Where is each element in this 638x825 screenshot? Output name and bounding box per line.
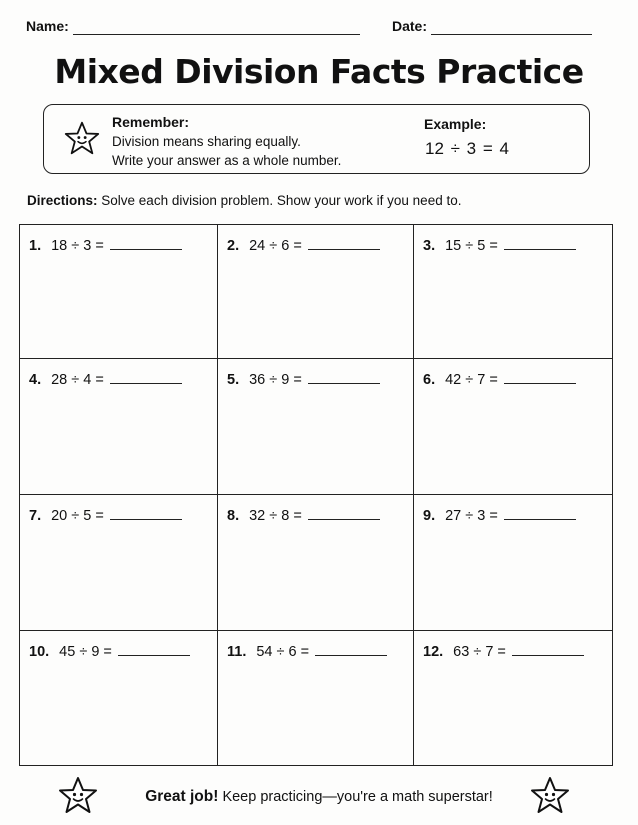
footer-bold: Great job! <box>145 788 219 805</box>
problem-cell[interactable] <box>218 359 414 495</box>
name-label: Name: <box>26 18 69 34</box>
remember-line-2: Write your answer as a whole number. <box>112 153 342 168</box>
problem-number: 9. <box>423 508 436 524</box>
directions <box>27 193 461 208</box>
smiling-star-icon <box>530 775 570 815</box>
problem-cell[interactable] <box>414 495 612 631</box>
page-title: Mixed Division Facts Practice <box>54 52 584 91</box>
remember-heading: Remember: <box>112 114 190 130</box>
problem-number: 7. <box>29 508 42 524</box>
remember-box <box>43 104 590 174</box>
problem-expression: 20 ÷ 5 = <box>51 508 104 524</box>
example-equation: 12 ÷ 3 = 4 <box>425 139 509 158</box>
answer-blank[interactable] <box>308 236 380 250</box>
problem <box>423 236 576 254</box>
smiling-star-icon <box>64 120 100 156</box>
problem-grid <box>19 224 613 766</box>
problem-number: 4. <box>29 372 42 388</box>
problem-expression: 42 ÷ 7 = <box>445 372 498 388</box>
footer-text: Keep practicing—you're a math superstar! <box>222 789 493 805</box>
answer-blank[interactable] <box>308 506 380 520</box>
problem <box>227 642 387 660</box>
problem <box>227 236 380 254</box>
problem-expression: 15 ÷ 5 = <box>445 238 498 254</box>
problem <box>227 506 380 524</box>
problem-cell[interactable] <box>20 495 218 631</box>
problem-expression: 24 ÷ 6 = <box>249 238 302 254</box>
answer-blank[interactable] <box>504 236 576 250</box>
answer-blank[interactable] <box>315 642 387 656</box>
problem <box>29 236 182 254</box>
problem-expression: 54 ÷ 6 = <box>256 644 310 660</box>
directions-text: Solve each division problem. Show your work if you need to. <box>101 193 462 208</box>
problem-number: 11. <box>227 644 247 660</box>
problem-expression: 32 ÷ 8 = <box>249 508 302 524</box>
problem-cell[interactable] <box>218 631 414 765</box>
problem <box>227 370 380 388</box>
problem-expression: 28 ÷ 4 = <box>51 372 104 388</box>
problem-expression: 18 ÷ 3 = <box>51 238 104 254</box>
problem-expression: 36 ÷ 9 = <box>249 372 302 388</box>
answer-blank[interactable] <box>110 506 182 520</box>
problem-cell[interactable] <box>20 225 218 359</box>
problem-expression: 27 ÷ 3 = <box>445 508 498 524</box>
problem <box>29 506 182 524</box>
problem-expression: 45 ÷ 9 = <box>59 644 112 660</box>
directions-label: Directions: <box>27 193 98 208</box>
problem <box>423 642 584 660</box>
problem-cell[interactable] <box>414 631 612 765</box>
problem-cell[interactable] <box>414 359 612 495</box>
remember-line-1: Division means sharing equally. <box>112 134 301 149</box>
problem-number: 3. <box>423 238 436 254</box>
name-field[interactable] <box>73 34 360 35</box>
problem <box>423 370 576 388</box>
problem-cell[interactable] <box>20 359 218 495</box>
date-label: Date: <box>392 18 428 34</box>
example-heading: Example: <box>424 116 487 132</box>
problem-cell[interactable] <box>218 495 414 631</box>
problem-cell[interactable] <box>20 631 218 765</box>
answer-blank[interactable] <box>110 370 182 384</box>
problem <box>423 506 576 524</box>
problem-number: 12. <box>423 644 444 660</box>
answer-blank[interactable] <box>308 370 380 384</box>
problem-cell[interactable] <box>414 225 612 359</box>
problem <box>29 370 182 388</box>
problem-number: 5. <box>227 372 240 388</box>
answer-blank[interactable] <box>110 236 182 250</box>
problem-number: 6. <box>423 372 436 388</box>
problem-number: 2. <box>227 238 240 254</box>
problem-number: 10. <box>29 644 50 660</box>
header-row <box>26 18 592 38</box>
problem-cell[interactable] <box>218 225 414 359</box>
answer-blank[interactable] <box>504 370 576 384</box>
problem-number: 1. <box>29 238 42 254</box>
problem-expression: 63 ÷ 7 = <box>453 644 506 660</box>
problem-number: 8. <box>227 508 240 524</box>
answer-blank[interactable] <box>512 642 584 656</box>
answer-blank[interactable] <box>118 642 190 656</box>
date-field[interactable] <box>431 34 592 35</box>
answer-blank[interactable] <box>504 506 576 520</box>
problem <box>29 642 190 660</box>
